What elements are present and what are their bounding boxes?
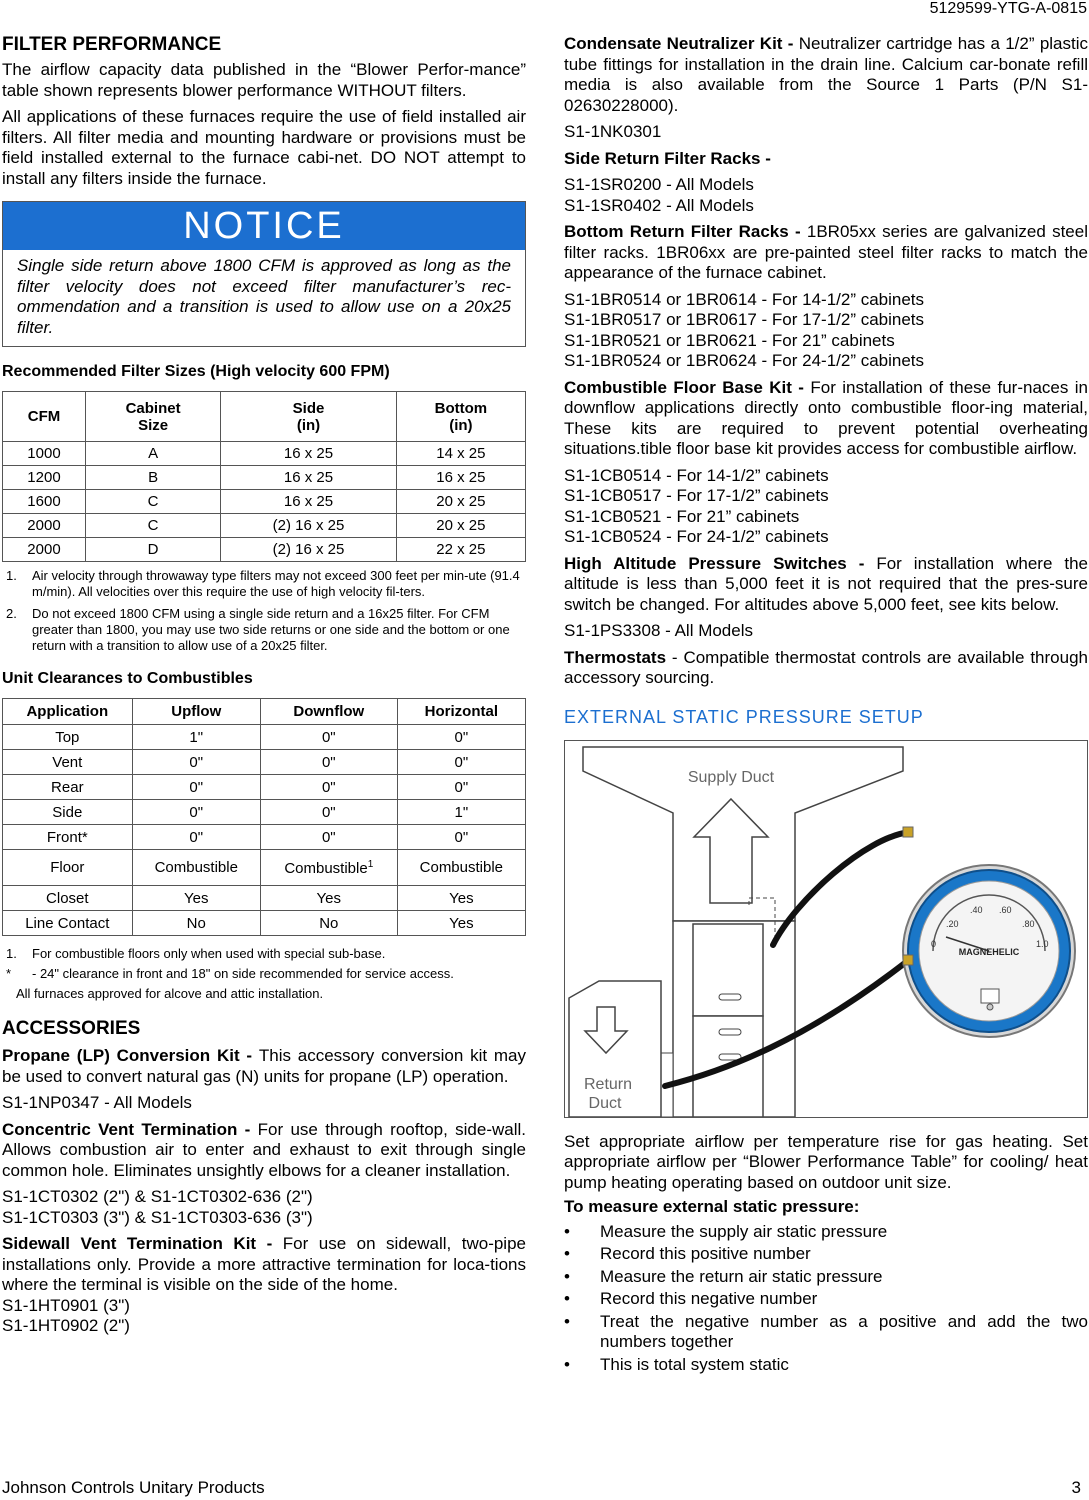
side-rack-title: Side Return Filter Racks - xyxy=(564,148,771,168)
table-row: Front* 0" 0" 0" xyxy=(3,825,526,850)
bottom-rack-models: S1-1BR0514 or 1BR0614 - For 14-1/2” cabinets S1-1BR0517 or 1BR0617 - For 17-1/2” cabinets S1-1BR0521 or 1BR0621 - For 21” cabinets S1-1BR0524 or 1BR0624 - For 24-1/2” cabinets xyxy=(564,289,925,370)
col-application: Application xyxy=(3,699,133,725)
concentric-vent: Concentric Vent Termination - For use through rooftop, side-wall. Allows combustion air to enter and exhaust to exit through single common hole. Eliminates unsightly elbows for a cleaner installation. xyxy=(2,1119,526,1180)
side-rack-models: S1-1SR0200 - All Models S1-1SR0402 - All Models xyxy=(564,175,754,215)
table-row: Closet Yes Yes Yes xyxy=(3,886,526,911)
notice-box xyxy=(2,201,526,347)
thermostats: Thermostats - Compatible thermostat controls are available through accessory sourcing. xyxy=(564,647,1088,687)
floor-base-models: S1-1CB0514 - For 14-1/2” cabinets S1-1CB0517 - For 17-1/2” cabinets S1-1CB0521 - For 21” cabinets S1-1CB0524 - For 24-1/2” cabinets xyxy=(564,465,829,546)
gauge-port-low xyxy=(903,955,913,965)
gauge-port-high xyxy=(903,827,913,837)
gauge-brand: MAGNEHELIC xyxy=(958,946,1020,957)
list-item: • Treat the negative number as a positive and add the two numbers together xyxy=(564,1311,1088,1351)
col-cfm: CFM xyxy=(3,392,86,442)
table-row: Rear 0" 0" 0" xyxy=(3,775,526,800)
list-item: • This is total system static xyxy=(564,1354,789,1374)
table-row: 1000 A 16 x 25 14 x 25 xyxy=(3,442,526,466)
measure-list xyxy=(564,1222,1088,1376)
table-row: Top 1" 0" 0" xyxy=(3,725,526,750)
filter-paragraph-1: The airflow capacity data published in the “Blower Perfor-mance” table shown represents blower performance WITHOUT filters. xyxy=(2,60,526,100)
accessories-heading: ACCESSORIES xyxy=(2,1018,141,1039)
altitude-switches: High Altitude Pressure Switches - For installation where the altitude is less than 5,000 feet it is not required that the pres-sure switch be changed. For altitudes above 5,000 feet, see kits below. xyxy=(564,553,1088,614)
table-row: 1200 B 16 x 25 16 x 25 xyxy=(3,466,526,490)
filter-table-title: Recommended Filter Sizes (High velocity 600 FPM) xyxy=(2,363,390,380)
furnace-upper-panel xyxy=(693,924,763,1016)
bottom-rack: Bottom Return Filter Racks - 1BR05xx series are galvanized steel filter racks. 1BR06xx are pre-painted steel filter racks to match the appearance of the furnace cabinet. xyxy=(564,222,1088,282)
condensate-model: S1-1NK0301 xyxy=(564,122,662,141)
esp-diagram xyxy=(564,740,1088,1118)
measure-heading: To measure external static pressure: xyxy=(564,1197,860,1216)
list-item: • Record this positive number xyxy=(564,1244,811,1263)
document-id: 5129599-YTG-A-0815 xyxy=(929,0,1087,17)
footnote: 1. For combustible floors only when used with special sub-base. xyxy=(6,946,386,961)
supply-duct-label: Supply Duct xyxy=(687,768,775,786)
gauge-tick: .60 xyxy=(999,904,1012,915)
list-item: • Record this negative number xyxy=(564,1289,818,1308)
notice-text: Single side return above 1800 CFM is approved as long as the filter velocity does not exceed filter manufacturer’s rec-ommendation and a transition is used to allow use on a 20x25 filter. xyxy=(17,256,511,337)
footnote: 1. Air velocity through throwaway type filters may not exceed 300 feet per min-ute (91.4 m/min). All velocities over this require the use of high velocity fil-ters. xyxy=(6,568,520,599)
table-row: Vent 0" 0" 0" xyxy=(3,750,526,775)
footnote: * - 24" clearance in front and 18" on side recommended for service access. xyxy=(6,966,454,981)
clearance-table xyxy=(2,698,526,936)
gauge-tick: .20 xyxy=(946,918,959,929)
page-number: 3 xyxy=(1071,1478,1081,1497)
clearance-table-title: Unit Clearances to Combustibles xyxy=(2,670,253,687)
magnehelic-gauge xyxy=(903,827,1075,1037)
list-item: • Measure the return air static pressure xyxy=(564,1266,883,1286)
gauge-tick: .80 xyxy=(1022,918,1035,929)
sidewall-vent: Sidewall Vent Termination Kit - For use on sidewall, two-pipe installations only. Provide a more attractive termination for loca-tions where the terminal is visible on the side of the home. xyxy=(2,1234,526,1294)
altitude-model: S1-1PS3308 - All Models xyxy=(564,621,753,640)
table-row: Line Contact No No Yes xyxy=(3,911,526,936)
col-downflow: Downflow xyxy=(260,699,397,725)
propane-kit: Propane (LP) Conversion Kit - This accessory conversion kit may be used to convert natural gas (N) units for propane (LP) operation. xyxy=(2,1046,526,1086)
right-column xyxy=(564,34,1088,1377)
gauge-adjust-window xyxy=(981,989,999,1003)
sidewall-models: S1-1HT0901 (3") S1-1HT0902 (2") xyxy=(2,1295,130,1335)
filter-performance-heading: FILTER PERFORMANCE xyxy=(2,34,222,55)
list-item: • Measure the supply air static pressure xyxy=(564,1221,888,1241)
esp-paragraph: Set appropriate airflow per temperature rise for gas heating. Set appropriate airflow per “Blower Performance Table” for cooling/ heat pump heating operating based on outdoor unit size. xyxy=(564,1131,1088,1192)
notice-title: NOTICE xyxy=(3,202,525,250)
col-horizontal: Horizontal xyxy=(397,699,525,725)
table-row: 2000 C (2) 16 x 25 20 x 25 xyxy=(3,514,526,538)
footnote: 2. Do not exceed 1800 CFM using a single side return and a 16x25 filter. For CFM greater than 1800, you may use two side returns or one side and the bottom or one return with a transition to allow use of a 20x25 filter. xyxy=(6,606,510,653)
footnote: All furnaces approved for alcove and attic installation. xyxy=(16,986,324,1001)
gauge-tick: 0 xyxy=(931,938,937,949)
filter-size-table xyxy=(2,391,526,562)
table-row: 2000 D (2) 16 x 25 22 x 25 xyxy=(3,538,526,562)
esp-heading: EXTERNAL STATIC PRESSURE SETUP xyxy=(564,706,924,727)
left-column xyxy=(2,34,526,1343)
filter-paragraph-2: All applications of these furnaces require the use of field installed air filters. All filter media and mounting hardware or provisions must be field installed external to the furnace cabi-net. DO NOT attempt to install any filters inside the furnace. xyxy=(2,107,526,188)
footer-company: Johnson Controls Unitary Products xyxy=(2,1478,265,1497)
gauge-tick: .40 xyxy=(970,904,983,915)
panel-handle xyxy=(719,1029,741,1035)
propane-model: S1-1NP0347 - All Models xyxy=(2,1093,192,1112)
return-duct-label-1: Return xyxy=(583,1075,633,1093)
table-row: Side 0" 0" 1" xyxy=(3,800,526,825)
concentric-models: S1-1CT0302 (2") & S1-1CT0302-636 (2") S1-1CT0303 (3") & S1-1CT0303-636 (3") xyxy=(2,1187,313,1227)
filter-table-footnotes xyxy=(2,568,526,654)
col-cabinet: Cabinet Size xyxy=(85,392,220,442)
clearance-footnotes xyxy=(2,946,526,1002)
col-upflow: Upflow xyxy=(132,699,260,725)
return-duct-label-2: Duct xyxy=(588,1094,622,1112)
esp-diagram-svg xyxy=(565,741,1087,1117)
table-row: 1600 C 16 x 25 20 x 25 xyxy=(3,490,526,514)
col-side: Side (in) xyxy=(221,392,397,442)
floor-base-kit: Combustible Floor Base Kit - For installation of these fur-naces in downflow applications directly onto combustible floor-ing material, These kits are required to prevent potential overheating situations.tible floor base kit provides access for combustible airflow. xyxy=(564,377,1088,458)
panel-handle xyxy=(719,994,741,1000)
gauge-tick: 1.0 xyxy=(1036,938,1049,949)
table-row: Floor Combustible Combustible$^1$ Combustible xyxy=(3,850,526,886)
col-bottom: Bottom (in) xyxy=(396,392,525,442)
condensate-kit: Condensate Neutralizer Kit - Neutralizer cartridge has a 1/2” plastic tube fittings for installation in the drain line. Calcium car-bonate refill media is also available from the Source 1 Parts (P/N S1-02630228000). xyxy=(564,34,1089,115)
